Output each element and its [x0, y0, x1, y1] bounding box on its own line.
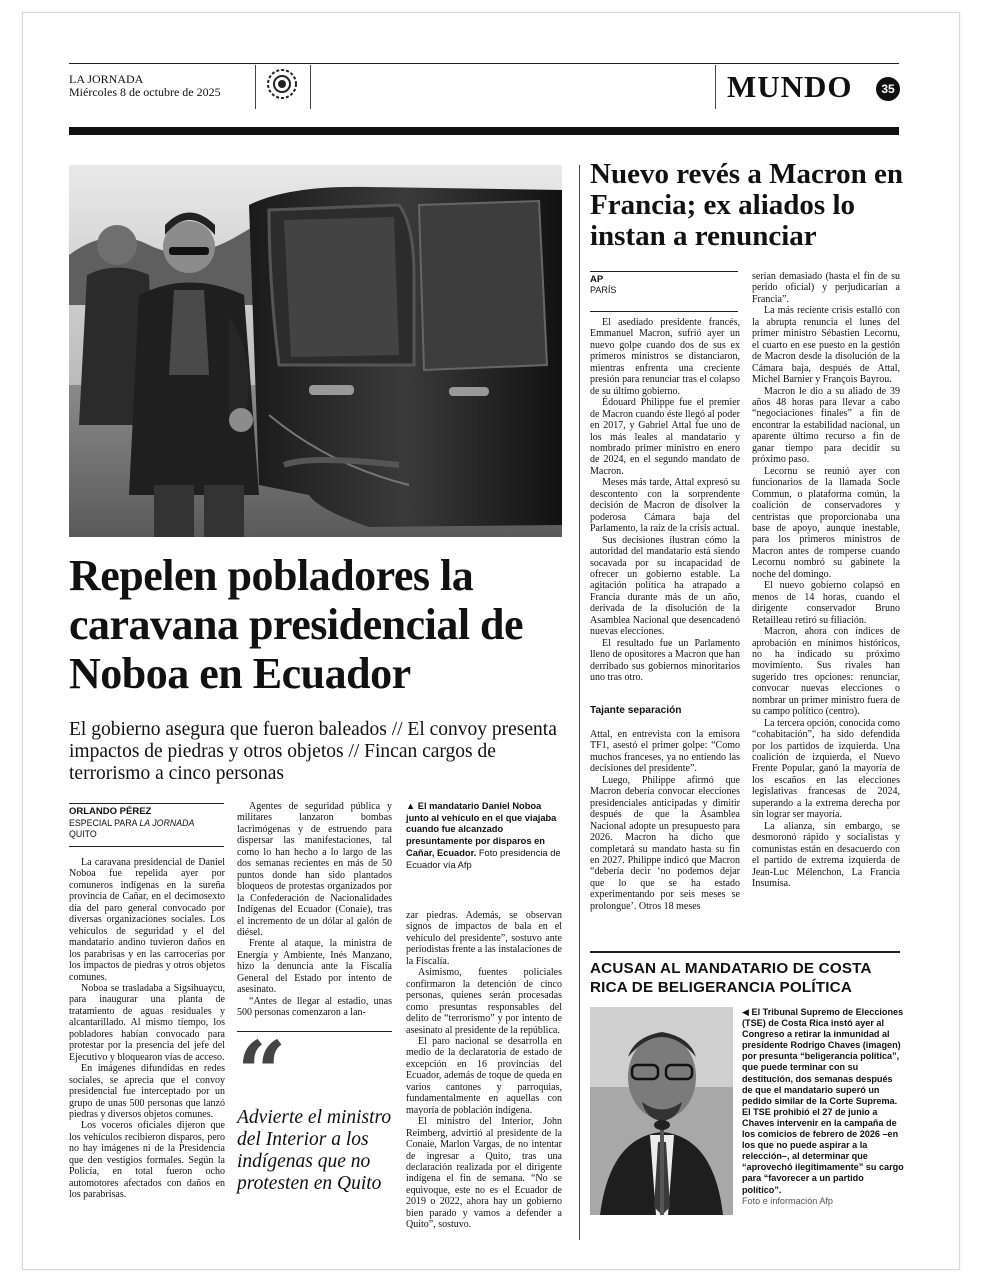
- paragraph: zar piedras. Además, se observan signos de impactos de bala en el vehículo del presidente”, sostuvo ante periodistas frente a las instalaciones de la Fiscalía.: [406, 910, 562, 967]
- newspaper-page: [22, 12, 960, 1270]
- byline-role-paper: LA JORNADA: [139, 817, 195, 828]
- issue-date: Miércoles 8 de octubre de 2025: [69, 85, 221, 99]
- paragraph: Macron, ahora con índices de aprobación en mínimos históricos, no ha indicado su próximo movimiento. Sus rivales han sugerido tres opciones: renunciar, convocar nuevas elecciones o nombrar un primer ministro fuera de su campo político (centro).: [752, 626, 900, 718]
- paragraph: La más reciente crisis estalló con la abrupta renuncia el lunes del primer ministro Sébastien Lecornu, el cuarto en ese puesto en la gestión de Macron desde la disolución de la Cámara baja, después de Attal, Michel Barnier y François Bayrou.: [752, 305, 900, 386]
- caption-text: El Tribunal Supremo de Elecciones (TSE) de Costa Rica instó ayer al Congreso a retirar la inmunidad al presidente Rodrigo Chaves (imagen) por presunta “beligerancia política”, que puede terminar con su destitución, dos semanas después de que el mandatario superó un pedido similar de la Corte Suprema. El TSE prohibió el 27 de junio a Chaves intervenir en la campaña de los comicios de febrero de 2026 –en los que no puede aspirar a la relección–, al determinar que “aprovechó ilegítimamente” su cargo para “favorecer a un partido político”.: [742, 1007, 904, 1195]
- costa-rica-headline: ACUSAN AL MANDATARIO DE COSTA RICA DE BELIGERANCIA POLÍTICA: [590, 960, 872, 996]
- paragraph: El asediado presidente francés, Emmanuel Macron, sufrió ayer un nuevo golpe cuando dos de sus ex primeros ministros se distanciaron, mientras enfrenta una creciente presión para renunciar tras el colapso de su último gobierno.: [590, 317, 740, 397]
- paragraph: El resultado fue un Parlamento lleno de opositores a Macron que han derribado sus gobiernos minoritarios uno tras otro.: [590, 637, 740, 684]
- noboa-photo: [69, 165, 562, 537]
- paragraph: Édouard Philippe fue el premier de Macron cuando éste llegó al poder en 2017, y Gabriel Attal fue uno de los más leales al mandatario y nombrado primer ministro en enero de 2024, en el segundo mandato de Macron.: [590, 397, 740, 477]
- paragraph: Lecornu se reunió ayer con funcionarios de la llamada Socle Commun, o plataforma común, la coalición de conservadores y centristas que proporcionaba una base de apoyo, aunque inestable, para los primeros ministros de Macron antes de romperse cuando Lecornu nombró su gabinete la noche del domingo.: [752, 465, 900, 580]
- header-paper-info: [69, 73, 221, 99]
- page-number-badge: 35: [876, 77, 900, 101]
- paragraph: Luego, Philippe afirmó que Macron debería convocar elecciones presidenciales anticipadas y dimitir después de que la Asamblea Nacional adopte un presupuesto para 2026. Macron ha dicho que completará su mandato hasta su fin en 2027. Philippe indicó que Macron “debería decir ‘no podemos dejar que lo que se ha estado experimentando por seis meses se prolongue’. Otros 18 meses: [590, 774, 740, 912]
- dateline: [590, 274, 616, 296]
- paragraph: Attal, en entrevista con la emisora TF1, asestó el primer golpe: “Como muchos franceses, ya no entiendo las decisiones del presidente”.: [590, 729, 740, 775]
- dateline-rule: [590, 271, 738, 272]
- caption-credit: Foto presidencia de Ecuador vía Afp: [406, 847, 561, 870]
- paragraph: Noboa se trasladaba a Sigsihuaycu, para inaugurar una planta de tratamiento de aguas residuales y alcantarillado. Al mismo tiempo, los pobladores habían convocado para protestar por la presencia del jefe del Ejecutivo y bloquearon vías de acceso.: [69, 982, 225, 1063]
- section-name: MUNDO: [727, 69, 853, 104]
- quote-mark-icon: “: [237, 1023, 287, 1124]
- byline-name: ORLANDO PÉREZ: [69, 806, 152, 817]
- macron-subhead: Tajante separación: [590, 705, 682, 716]
- paragraph: Sus decisiones ilustran cómo la autoridad del mandatario está siendo socavada por su incapacidad de ofrecer un gobierno estable. La agitación política ha atrapado a Francia durante más de un año, derivada de la disolución de la Asamblea Nacional que desencadenó nuevas elecciones.: [590, 534, 740, 638]
- macron-column-1b: [590, 729, 740, 912]
- macron-column-2: [752, 271, 900, 889]
- main-story-column-2: [237, 801, 392, 1019]
- caption-triangle-icon: ◀: [742, 1007, 752, 1017]
- caption-triangle-icon: ▲: [406, 801, 418, 811]
- pullquote: Advierte el ministro del Interior a los indígenas que no protesten en Quito: [237, 1107, 392, 1194]
- main-story-column-3: [406, 910, 562, 1231]
- paragraph: En imágenes difundidas en redes sociales, se aprecia que el convoy presidencial fue interceptado por un grupo de unas 500 personas que lanzó piedras y diversos objetos comunes.: [69, 1063, 225, 1120]
- header-divider: [715, 65, 716, 109]
- header-divider: [255, 65, 256, 109]
- dateline-rule: [590, 311, 738, 312]
- macron-column-1: [590, 317, 740, 684]
- column-divider: [579, 165, 580, 1240]
- paragraph: Asimismo, fuentes policiales confirmaron la detención de cinco personas, quienes serán procesadas como presuntas responsables del delito de “terrorismo” y por intento de asesinato al presidente de la república.: [406, 967, 562, 1036]
- paragraph: Frente al ataque, la ministra de Energía y Ambiente, Inés Manzano, hizo la denuncia ante la Fiscalía General del Estado por intento de asesinato.: [237, 938, 392, 996]
- photo-caption: [406, 801, 562, 871]
- dateline-place: PARÍS: [590, 285, 617, 295]
- header-divider: [310, 65, 311, 109]
- caption-credit: Foto e información Afp: [742, 1195, 833, 1206]
- paragraph: Meses más tarde, Attal expresó su descontento con la sorprendente decisión de Macron de disolver la poderosa Cámara baja del Parlamento, la raíz de la crisis actual.: [590, 477, 740, 535]
- paragraph: La alianza, sin embargo, se desmoronó rápido y socialistas y comunistas están en desacuerdo con el partido de extrema izquierda de Jean-Luc Mélenchon, La Francia Insumisa.: [752, 820, 900, 890]
- byline-place: QUITO: [69, 829, 97, 839]
- paragraph: Los voceros oficiales dijeron que los vehículos recibieron disparos, pero no hay imágenes ni de la Presidencia que den vestigios formales. Según la Policía, en total fueron ocho automotores afectados con daños en los parabrisas.: [69, 1120, 225, 1201]
- macron-headline: Nuevo revés a Macron en Francia; ex aliados lo instan a renunciar: [590, 158, 904, 252]
- paper-name: LA JORNADA: [69, 72, 144, 86]
- paragraph: La tercera opción, conocida como “cohabitación”, ha sido defendida por los partidos de izquierda. Una coalición de izquierda, el Nuevo Frente Popular, ganó la mayoría de los escaños en las elecciones legislativas francesas de 2024, superando a la extrema derecha por sin lograr ser mayoría.: [752, 717, 900, 821]
- brief-rule: [590, 951, 900, 953]
- paragraph: El paro nacional se desarrolla en medio de la declaratoria de estado de excepción en 16 provincias del Ecuador, además de toque de queda en varios cantones y parroquias, fundamentalmente en aquellas con mayoría de población indígena.: [406, 1035, 562, 1116]
- main-deck: El gobierno asegura que fueron baleados // El convoy presenta impactos de piedras y otros objetos // Fincan cargos de terrorismo a cinco personas: [69, 719, 557, 784]
- byline: [69, 803, 224, 847]
- byline-role-prefix: ESPECIAL PARA: [69, 817, 140, 828]
- agency: AP: [590, 274, 604, 285]
- paragraph: La caravana presidencial de Daniel Noboa fue repelida ayer por comuneros indígenas en la sureña provincia de Cañar, en el decimosexto día del paro general convocado por diversas organizaciones sociales. Los vehículos de seguridad y el del mandatario andino tuvieron daños en los parabrisas y en las carrocerías por los impactos de piedras y otros objetos comunes.: [69, 857, 225, 983]
- paragraph: serían demasiado (hasta el fin de su perido oficial) y perjudicarían a Francia”.: [752, 271, 900, 305]
- header-bar: [69, 127, 899, 135]
- byline-rule: [69, 846, 224, 847]
- header-top-rule: [69, 63, 899, 64]
- paragraph: “Antes de llegar al estadio, unas 500 personas comenzaron a lan-: [237, 995, 392, 1019]
- paragraph: El nuevo gobierno colapsó en menos de 14 horas, cuando el dirigente conservador Bruno Retailleau retiró su filiación.: [752, 580, 900, 626]
- costa-rica-caption: [742, 1007, 904, 1207]
- main-story-column-1: [69, 857, 225, 1201]
- paragraph: Macron le dio a su aliado de 39 años 48 horas para llevar a cabo “negociaciones finales” a fin de encontrar la estabilidad nacional, un aparente último recurso a fin de ganar tiempo para decidir su próximo paso.: [752, 385, 900, 466]
- caption-text: El mandatario Daniel Noboa junto al vehículo en el que viajaba cuando fue alcanzado presuntamente por disparos en Cañar, Ecuador.: [406, 801, 557, 858]
- newspaper-logo-icon: [265, 67, 299, 101]
- paragraph: Agentes de seguridad pública y militares lanzaron bombas lacrimógenas y de estruendo para dispersar las manifestaciones, tal como lo han hecho a lo largo de las dos semanas recientes en más de 50 puntos donde han sido plantados bloqueos de protestas organizados por la Confederación de Nacionalidades Indígenas del Ecuador (Conaie), tras el incremento de un dólar al galón de diésel.: [237, 801, 392, 938]
- chaves-photo: [590, 1007, 733, 1215]
- paragraph: El ministro del Interior, John Reimberg, advirtió al presidente de la Conaie, Marlon Vargas, de no intentar de ingresar a Quito, tras una declaración realizada por el dirigente indígena el fin de semana. “No se equivoque, este no es el Ecuador de 2019 o 2022, ahora hay un gobierno bien parado y vamos a defender a Quito”, sostuvo.: [406, 1116, 562, 1231]
- main-headline: Repelen pobladores la caravana presidencial de Noboa en Ecuador: [69, 551, 524, 698]
